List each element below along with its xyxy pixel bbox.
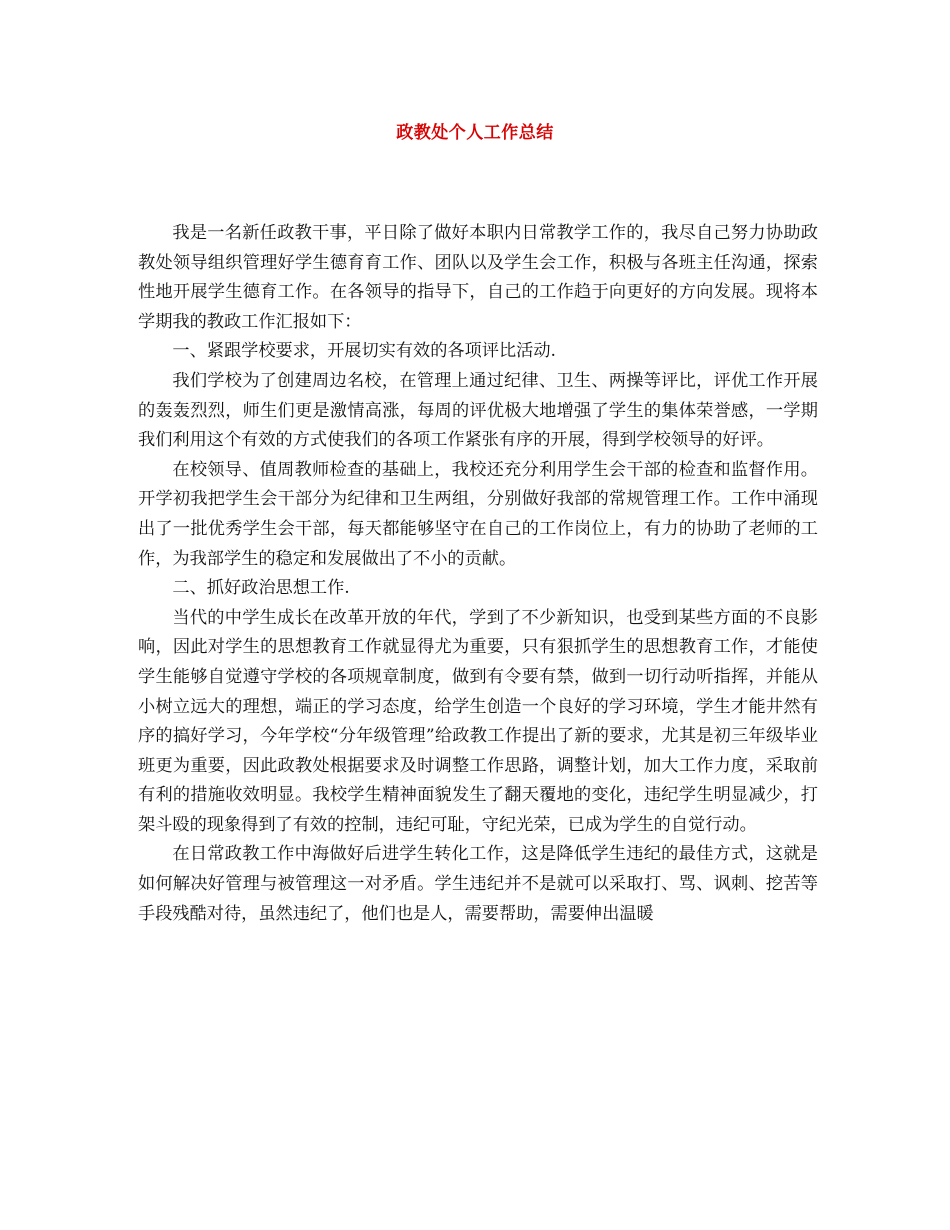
section-heading-2: 二、抓好政治思想工作. bbox=[172, 578, 350, 599]
paragraph: 当代的中学生成长在改革开放的年代，学到了不少新知识，也受到某些方面的不良影响，因此对学生的思想教育工作就显得尤为重要，只有狠抓学生的思想教育工作，才能使学生能够自觉遵守学校的各项规章制度，做到有令要有禁，做到一切行动听指挥，并能从小树立远大的理想，端正的学习态度，给学生创造一个良好的学习环境，学生才能井然有序的搞好学习，今年学校“分年级管理”给政教工作提出了新的要求，尤其是初三年级毕业班更为重要，因此政教处根据要求及时调整工作思路，调整计划，加大工作力度，采取前有利的措施收效明显。我校学生精神面貌发生了翻天覆地的变化，违纪学生明显减少，打架斗殴的现象得到了有效的控制，违纪可耻，守纪光荣，已成为学生的自觉行动。 bbox=[138, 607, 818, 835]
section-heading-1: 一、紧跟学校要求，开展切实有效的各项评比活动. bbox=[172, 341, 556, 362]
paragraph: 在日常政教工作中海做好后进学生转化工作，这是降低学生违纪的最佳方式，这就是如何解决好管理与被管理这一对矛盾。学生违纪并不是就可以采取打、骂、讽刺、挖苦等手段残酷对待，虽然违纪了，他们也是人，需要帮助，需要伸出温暖 bbox=[138, 844, 818, 924]
document-body bbox=[138, 219, 818, 929]
paragraph: 我们学校为了创建周边名校，在管理上通过纪律、卫生、两操等评比，评优工作开展的轰轰烈烈，师生们更是激情高涨，每周的评优极大地增强了学生的集体荣誉感，一学期我们利用这个有效的方式使我们的各项工作紧张有序的开展，得到学校领导的好评。 bbox=[138, 370, 818, 451]
paragraph: 在校领导、值周教师检查的基础上，我校还充分利用学生会干部的检查和监督作用。开学初我把学生会干部分为纪律和卫生两组，分别做好我部的常规管理工作。工作中涌现出了一批优秀学生会干部，每天都能够坚守在自己的工作岗位上，有力的协助了老师的工作，为我部学生的稳定和发展做出了不小的贡献。 bbox=[138, 459, 818, 569]
paragraph-intro: 我是一名新任政教干事，平日除了做好本职内日常教学工作的，我尽自己努力协助政教处领导组织管理好学生德育育工作、团队以及学生会工作，积极与各班主任沟通，探索性地开展学生德育工作。在各领导的指导下，自己的工作趋于向更好的方向发展。现将本学期我的教政工作汇报如下： bbox=[138, 223, 818, 332]
document-title: 政教处个人工作总结 bbox=[396, 123, 554, 143]
